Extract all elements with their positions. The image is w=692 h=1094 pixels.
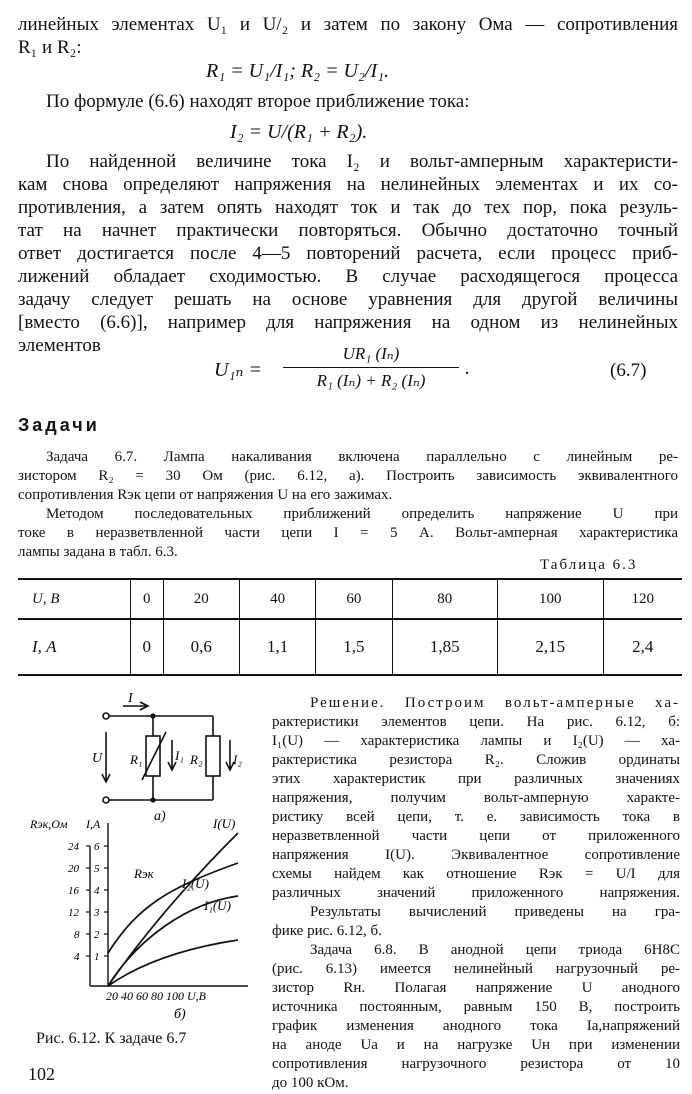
- table-cell: 0: [131, 579, 164, 619]
- r-tick-label: 24: [68, 841, 79, 853]
- table-cell: 2,15: [498, 619, 603, 675]
- table-cell: 60: [316, 579, 392, 619]
- data-table: [18, 578, 682, 676]
- text-line: схемы найдем как отношение Rэк = U/I для: [272, 866, 680, 882]
- label-sub-b: б): [174, 1007, 186, 1022]
- table-cell: 0: [131, 619, 164, 675]
- text-line: сопротивления Rэк цепи от напряжения U на его зажимах.: [18, 487, 393, 503]
- table-row: [18, 579, 682, 619]
- page-number: 102: [28, 1064, 55, 1084]
- table-header-i: I, А: [18, 619, 131, 675]
- text-line: напряжения, получим вольт-амперную характе-: [272, 790, 680, 806]
- text-line: токе в неразветвленной части цепи I = 5 А. Вольт-амперная характеристика: [18, 525, 678, 541]
- text-line: неразветвленной части цепи от приложенного: [272, 828, 680, 844]
- table-cell: 80: [392, 579, 497, 619]
- y2-axis-label: I,A: [86, 817, 101, 831]
- table-cell: 1,5: [316, 619, 392, 675]
- text-line: Решение. Построим вольт-амперные ха-: [310, 695, 680, 711]
- text-line: Задача 6.8. В анодной цепи триода 6Н8С: [310, 942, 680, 958]
- i-tick-label: 1: [94, 951, 100, 963]
- text-line: рактеристика резистора R₂. Сложив ординаты: [272, 752, 680, 768]
- i-tick-label: 2: [94, 929, 100, 941]
- text-line: Результаты вычислений приведены на гра-: [310, 904, 680, 920]
- text-line: элементов: [18, 335, 101, 356]
- label-r1: R₁: [130, 752, 143, 767]
- text-line: R₁ и R₂:: [18, 37, 82, 58]
- table-cell: 40: [239, 579, 315, 619]
- text-line: тат на начнет практически повторяться. Обычно достаточно точный: [18, 220, 678, 241]
- i-tick-label: 4: [94, 885, 100, 897]
- table-cell: 20: [163, 579, 239, 619]
- text-line: I₁(U) — характеристика лампы и I₂(U) — ха-: [272, 733, 680, 749]
- table-cell: 2,4: [603, 619, 682, 675]
- section-heading: Задачи: [18, 415, 100, 435]
- label-i: I: [128, 691, 133, 706]
- fraction-bar: [283, 367, 459, 368]
- text-line: фике рис. 6.12, б.: [272, 923, 382, 939]
- text-line: линейных элементах U₁ и U/₂ и затем по закону Ома — сопротивления: [18, 14, 678, 35]
- text-line: рактеристики элементов цепи. На рис. 6.12, б:: [272, 714, 680, 730]
- y-axis-label: Rэк,Ом: [30, 817, 68, 831]
- text-line: зистор Rн. Полагая напряжение U анодного: [272, 980, 680, 996]
- text-line: ристику всей цепи, т. е. зависимость тока в: [272, 809, 680, 825]
- label-sub-a: a): [154, 809, 166, 824]
- text-line: на аноде Uа и на нагрузке Uн при изменении: [272, 1037, 680, 1053]
- text-line: По формуле (6.6) находят второе приближение тока:: [46, 91, 470, 112]
- x-axis-ticks: 20 40 60 80 100 U,B: [106, 989, 206, 1003]
- curve-label-i: I(U): [213, 816, 236, 831]
- r-tick-label: 12: [68, 907, 79, 919]
- curve-label-rek: Rэк: [134, 866, 154, 881]
- formula-67-tail: .: [465, 357, 470, 379]
- text-line: график изменения анодного тока Iа,напряжений: [272, 1018, 680, 1034]
- text-line: до 100 кОм.: [272, 1075, 349, 1091]
- figure-drawing: [30, 688, 268, 1028]
- table-cell: 1,85: [392, 619, 497, 675]
- table-caption: Таблица 6.3: [540, 557, 638, 573]
- text-line: задачу следует решать на основе уравнения для другой величины: [18, 289, 678, 310]
- figure-caption: Рис. 6.12. К задаче 6.7: [36, 1030, 187, 1047]
- text-line: (рис. 6.13) имеется нелинейный нагрузочный ре-: [272, 961, 680, 977]
- text-line: противления, а затем опять находят ток и так до тех пор, пока резуль-: [18, 197, 678, 218]
- text-line: этих характеристик при различных значениях: [272, 771, 680, 787]
- text-line: Методом последовательных приближений определить напряжение U при: [46, 506, 678, 522]
- text-line: ответ достигается после 4—5 повторений расчета, если процесс приб-: [18, 243, 678, 264]
- formula-67-numerator: UR₁ (Iₙ): [342, 344, 400, 363]
- r-tick-label: 8: [74, 929, 80, 941]
- curve-i1: [108, 940, 238, 986]
- table-cell: 100: [498, 579, 603, 619]
- r-tick-label: 16: [68, 885, 79, 897]
- i-tick-label: 5: [94, 863, 100, 875]
- text-line: лижений обладает сходимостью. В случае расходящегося процесса: [18, 266, 678, 287]
- text-line: лампы задана в табл. 6.3.: [18, 544, 178, 560]
- text-line: По найденной величине тока I₂ и вольт-амперным характеристи-: [46, 151, 678, 172]
- curve-label-i2: I₂(U): [182, 876, 209, 891]
- label-r2: R₂: [190, 752, 203, 767]
- text-line: Задача 6.7. Лампа накаливания включена параллельно с линейным ре-: [46, 449, 678, 465]
- label-u: U: [92, 751, 103, 766]
- table-header-u: U, В: [18, 579, 131, 619]
- curve-label-i1: I₁(U): [204, 898, 231, 913]
- r-tick-label: 4: [74, 951, 80, 963]
- text-line: сопротивления нагрузочного резистора от 10: [272, 1056, 680, 1072]
- figure-6-12: [30, 688, 268, 1028]
- formula-resistances: R₁ = U₁/I₁; R₂ = U₂/I₁.: [206, 60, 390, 82]
- text-line: напряжения I(U). Эквивалентное сопротивление: [272, 847, 680, 863]
- text-line: [вместо (6.6)], например для напряжения на одном из нелинейных: [18, 312, 678, 333]
- table-cell: 0,6: [163, 619, 239, 675]
- text-line: источника постоянным, равным 150 В, построить: [272, 999, 680, 1015]
- formula-67-lhs: U₁ₙ =: [214, 359, 262, 381]
- text-line: кам снова определяют напряжения на нелинейных элементах и их со-: [18, 174, 678, 195]
- text-line: зистором R₂ = 30 Ом (рис. 6.12, а). Построить зависимость эквивалентного: [18, 468, 678, 484]
- table-row: [18, 619, 682, 675]
- formula-second-current: I₂ = U/(R₁ + R₂).: [230, 121, 368, 143]
- text-line: различных значений приложенного напряжения.: [272, 885, 680, 901]
- i-tick-label: 6: [94, 841, 100, 853]
- table-cell: 1,1: [239, 619, 315, 675]
- circuit-diagram: [102, 702, 234, 803]
- formula-67-denominator: R₁ (Iₙ) + R₂ (Iₙ): [316, 371, 426, 390]
- r-tick-label: 20: [68, 863, 79, 875]
- equation-number: (6.7): [610, 360, 647, 381]
- i-tick-label: 3: [94, 907, 100, 919]
- label-i1: I₁: [175, 748, 184, 763]
- table-cell: 120: [603, 579, 682, 619]
- label-i2: I₂: [233, 752, 242, 767]
